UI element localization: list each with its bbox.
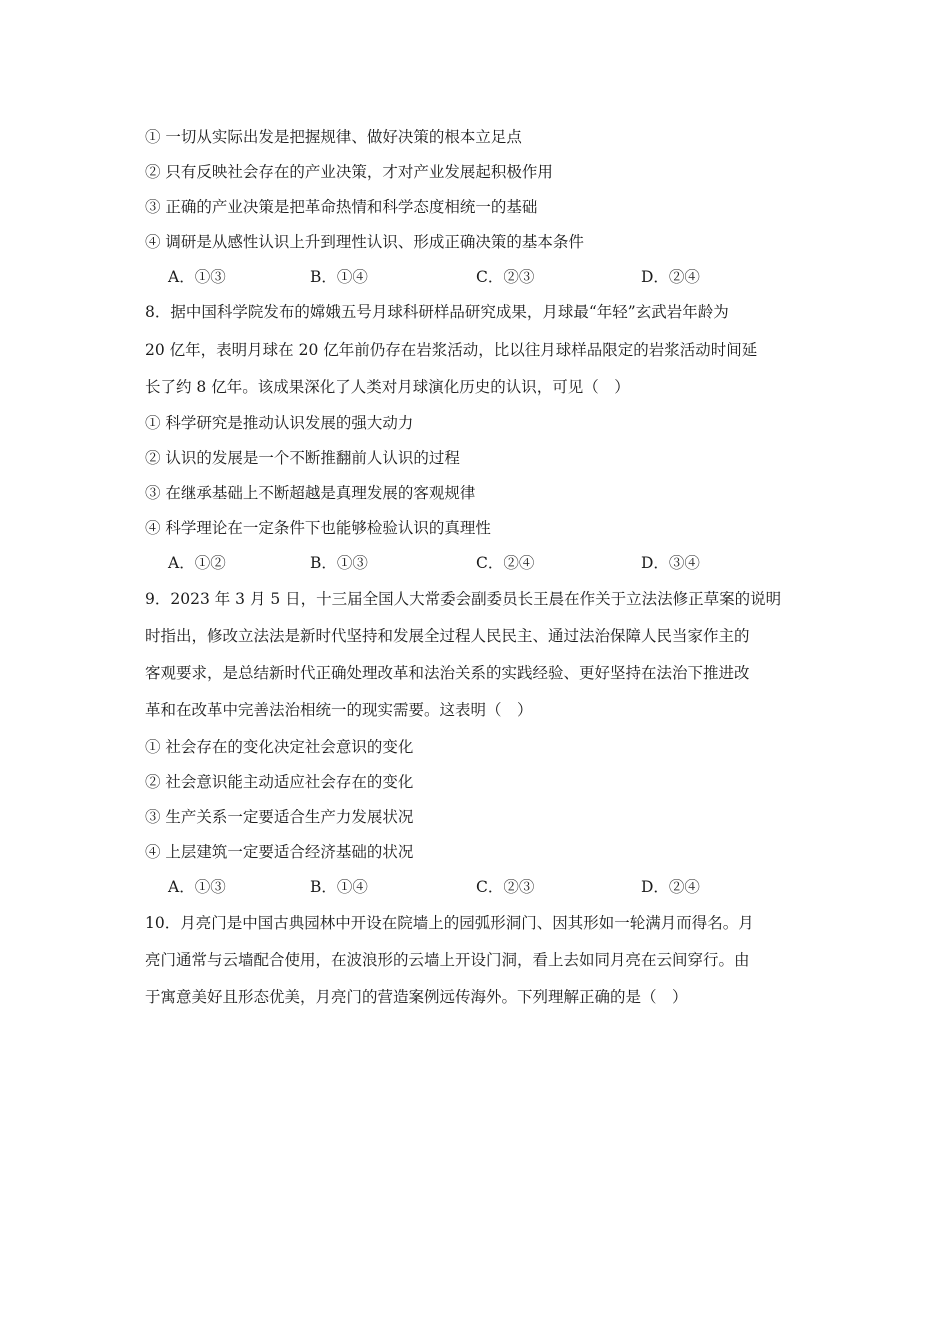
- q8-option-1: ① 科学研究是推动认识发展的强大动力: [145, 414, 414, 432]
- q10-stem-line-2: 亮门通常与云墙配合使用，在波浪形的云墙上开设门洞，看上去如同月亮在云间穿行。由: [145, 951, 750, 969]
- q9-option-4: ④ 上层建筑一定要适合经济基础的状况: [145, 843, 414, 861]
- q7-answer-a: A．①③: [168, 268, 226, 286]
- q8-option-3: ③ 在继承基础上不断超越是真理发展的客观规律: [145, 484, 476, 502]
- q9-answer-c: C．②③: [476, 878, 535, 896]
- q7-answer-choices: [168, 267, 788, 287]
- q9-stem-line-4: 革和在改革中完善法治相统一的现实需要。这表明（ ）: [145, 701, 533, 719]
- q9-option-3: ③ 生产关系一定要适合生产力发展状况: [145, 808, 414, 826]
- q7-option-2: ② 只有反映社会存在的产业决策，才对产业发展起积极作用: [145, 163, 553, 181]
- q9-answer-d: D．②④: [641, 878, 700, 896]
- q10-stem-line-3: 于寓意美好且形态优美，月亮门的营造案例远传海外。下列理解正确的是（ ）: [145, 988, 688, 1006]
- q8-stem-line-2: 20 亿年，表明月球在 20 亿年前仍存在岩浆活动，比以往月球样品限定的岩浆活动时间延: [145, 341, 758, 359]
- q8-answer-c: C．②④: [476, 554, 535, 572]
- q9-answer-b: B．①④: [310, 878, 368, 896]
- q9-stem-line-3: 客观要求，是总结新时代正确处理改革和法治关系的实践经验、更好坚持在法治下推进改: [145, 664, 750, 682]
- q8-answer-d: D．③④: [641, 554, 700, 572]
- q8-option-4: ④ 科学理论在一定条件下也能够检验认识的真理性: [145, 519, 491, 537]
- q9-option-2: ② 社会意识能主动适应社会存在的变化: [145, 773, 414, 791]
- q9-answer-a: A．①③: [168, 878, 226, 896]
- q10-stem-line-1: 10．月亮门是中国古典园林中开设在院墙上的园弧形洞门、因其形如一轮满月而得名。月: [145, 914, 754, 932]
- q7-answer-c: C．②③: [476, 268, 535, 286]
- q7-option-4: ④ 调研是从感性认识上升到理性认识、形成正确决策的基本条件: [145, 233, 584, 251]
- q8-option-2: ② 认识的发展是一个不断推翻前人认识的过程: [145, 449, 460, 467]
- q8-answer-b: B．①③: [310, 554, 368, 572]
- q7-answer-d: D．②④: [641, 268, 700, 286]
- q8-stem-line-3: 长了约 8 亿年。该成果深化了人类对月球演化历史的认识，可见（ ）: [145, 378, 630, 396]
- q8-answer-a: A．①②: [168, 554, 226, 572]
- q8-stem-line-1: 8．据中国科学院发布的嫦娥五号月球科研样品研究成果，月球最“年轻”玄武岩年龄为: [145, 303, 729, 321]
- q9-answer-choices: [168, 877, 788, 897]
- q7-answer-b: B．①④: [310, 268, 368, 286]
- q8-answer-choices: [168, 553, 788, 573]
- q9-stem-line-2: 时指出，修改立法法是新时代坚持和发展全过程人民民主、通过法治保障人民当家作主的: [145, 627, 750, 645]
- q9-option-1: ① 社会存在的变化决定社会意识的变化: [145, 738, 414, 756]
- q7-option-3: ③ 正确的产业决策是把革命热情和科学态度相统一的基础: [145, 198, 538, 216]
- q7-option-1: ① 一切从实际出发是把握规律、做好决策的根本立足点: [145, 128, 522, 146]
- q9-stem-line-1: 9．2023 年 3 月 5 日，十三届全国人大常委会副委员长王晨在作关于立法法修正草案的说明: [145, 590, 782, 608]
